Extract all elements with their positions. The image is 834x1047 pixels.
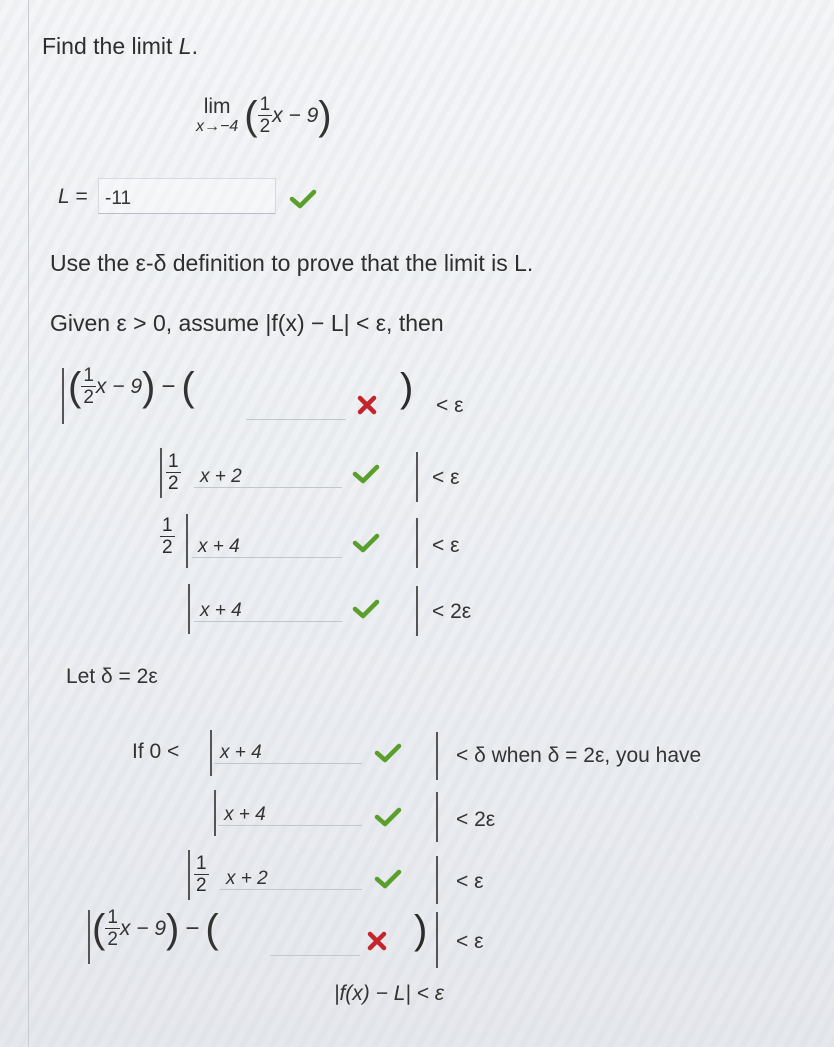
lt-eps-2: < ε — [432, 466, 460, 489]
lim-word: lim — [203, 95, 231, 119]
abs-bar-b1-right — [436, 732, 438, 780]
line2-input[interactable]: x + 2 — [194, 462, 342, 488]
proof-line-1 — [68, 366, 195, 407]
half-fraction-3 — [160, 516, 175, 557]
abs-bar-left-2 — [160, 448, 162, 498]
lt-eps-1: < ε — [436, 394, 464, 417]
abs-bar-right-3 — [416, 518, 418, 568]
limit-expression — [196, 95, 332, 136]
abs-bar-b4-left — [88, 910, 90, 964]
half-fraction — [105, 908, 120, 949]
lim-approach: x→−4 — [196, 118, 239, 136]
answer-var: L — [58, 185, 70, 208]
line4-input[interactable]: x + 4 — [194, 596, 342, 622]
question-title — [42, 33, 198, 60]
lt-eps-b4: < ε — [456, 930, 484, 953]
frac-den: 2 — [168, 473, 179, 494]
check-icon — [289, 188, 317, 210]
half-fraction — [81, 366, 96, 407]
line1-L-input[interactable] — [246, 394, 346, 420]
check-icon — [352, 463, 380, 485]
check-icon — [374, 868, 402, 890]
b2-input[interactable]: x + 4 — [218, 800, 362, 826]
abs-bar-left-3 — [186, 514, 188, 568]
open-paren: ( — [244, 93, 258, 138]
abs-bar-b1-left — [210, 730, 212, 776]
half-fraction — [160, 516, 175, 557]
lt-2eps-4: < 2ε — [432, 600, 472, 623]
check-icon — [352, 598, 380, 620]
lt-eps-3: < ε — [432, 534, 460, 557]
b3-input[interactable]: x + 2 — [220, 864, 362, 890]
half-fraction-2 — [166, 452, 181, 493]
paren-open: ( — [92, 906, 106, 951]
abs-bar-b4-right — [436, 912, 438, 968]
half-fraction — [258, 95, 273, 136]
b4-line — [92, 908, 219, 949]
paren-open-2: ( — [181, 364, 195, 409]
abs-bar-right-2 — [416, 452, 418, 502]
frac-den: 2 — [259, 116, 271, 137]
minus-sign: − — [161, 372, 176, 400]
frac-den: 2 — [107, 929, 118, 950]
cross-icon — [356, 394, 378, 416]
answer-label — [58, 185, 88, 209]
lim-operator — [196, 95, 238, 136]
if-input[interactable]: x + 4 — [214, 738, 362, 764]
abs-bar-left-1 — [62, 368, 64, 424]
frac-den: 2 — [162, 537, 173, 558]
panel-border — [28, 0, 29, 1047]
given-text: Given ε > 0, assume |f(x) − L| < ε, then — [50, 310, 444, 336]
abs-bar-b3-left — [188, 850, 190, 900]
lt-2eps-b2: < 2ε — [456, 808, 496, 831]
half-fraction — [194, 854, 209, 895]
limit-answer-input[interactable]: -11 — [98, 178, 276, 214]
lhs-expr: x − 9 — [95, 374, 143, 398]
frac-num: 1 — [196, 853, 207, 874]
line3-input[interactable]: x + 4 — [192, 532, 342, 558]
title-var: L — [178, 33, 192, 59]
paren-open: ( — [68, 364, 82, 409]
paren-close: ) — [142, 364, 156, 409]
abs-bar-b2-right — [436, 792, 438, 842]
frac-num: 1 — [168, 451, 179, 472]
if-prefix: If 0 < — [132, 740, 180, 763]
check-icon — [352, 532, 380, 554]
if-suffix: < δ when δ = 2ε, you have — [456, 744, 702, 767]
let-delta-text: Let δ = 2ε — [66, 665, 158, 688]
frac-den: 2 — [83, 387, 94, 408]
frac-num: 1 — [162, 515, 173, 536]
title-period: . — [191, 33, 198, 59]
check-icon — [374, 806, 402, 828]
abs-bar-b3-right — [436, 856, 438, 904]
cross-icon — [366, 930, 388, 952]
paren-close-b4: ) — [414, 908, 428, 952]
answer-eq: = — [75, 185, 88, 208]
close-paren: ) — [318, 93, 332, 138]
paren-close: ) — [166, 906, 180, 951]
frac-den: 2 — [196, 875, 207, 896]
frac-num: 1 — [107, 907, 118, 928]
title-text: Find the limit — [42, 33, 179, 59]
abs-bar-b2-left — [214, 790, 216, 836]
instruction-text: Use the ε-δ definition to prove that the limit is L. — [50, 250, 534, 276]
expr-tail: x − 9 — [272, 103, 319, 127]
paren-open-2: ( — [205, 906, 219, 951]
half-fraction — [166, 452, 181, 493]
paren-close-3: ) — [400, 366, 414, 410]
frac-num: 1 — [259, 94, 271, 115]
lhs-expr: x − 9 — [119, 916, 167, 940]
b4-L-input[interactable] — [270, 930, 360, 956]
minus-sign: − — [185, 914, 200, 942]
abs-bar-left-4 — [188, 584, 190, 634]
abs-bar-right-4 — [416, 586, 418, 636]
half-fraction-b3 — [194, 854, 209, 895]
lt-eps-b3: < ε — [456, 870, 484, 893]
frac-num: 1 — [83, 365, 94, 386]
check-icon — [374, 742, 402, 764]
final-conclusion: |f(x) − L| < ε — [334, 982, 445, 1005]
